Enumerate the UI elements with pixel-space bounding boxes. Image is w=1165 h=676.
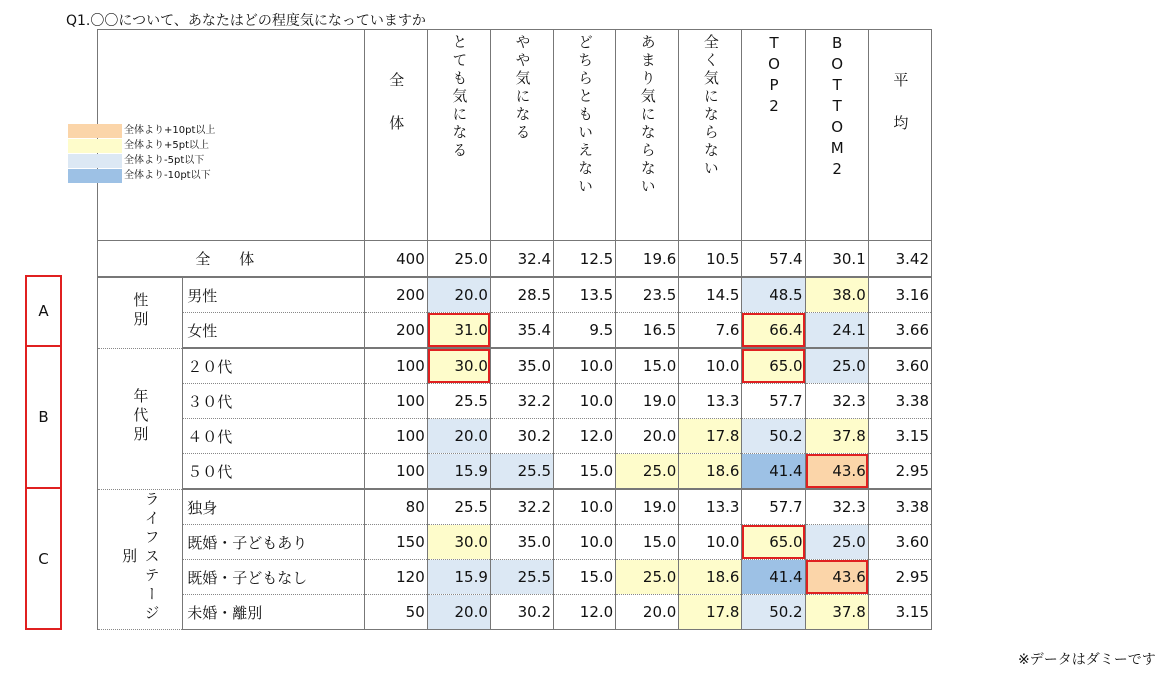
data-cell: 100: [364, 454, 427, 490]
column-header: [554, 30, 616, 241]
data-cell: 25.5: [427, 384, 490, 419]
data-cell: 50.2: [742, 419, 805, 454]
data-cell: 100: [364, 348, 427, 384]
data-cell: 32.2: [490, 384, 553, 419]
data-cell: 10.0: [554, 489, 616, 525]
segment-box-b: [25, 345, 62, 489]
data-cell: 25.5: [490, 560, 553, 595]
segment-box-c: [25, 487, 62, 630]
header-row: [98, 30, 932, 241]
data-cell: 65.0: [742, 525, 805, 560]
total-cell: 32.4: [490, 241, 553, 278]
column-header-text: やや気になる: [513, 34, 532, 142]
column-header-text: 全く気にならない: [701, 34, 720, 178]
data-cell: 15.9: [427, 454, 490, 490]
row-label: 独身: [183, 489, 364, 525]
data-cell: 3.16: [868, 277, 931, 313]
data-cell: 17.8: [679, 595, 742, 630]
total-cell: 30.1: [805, 241, 868, 278]
data-cell: 43.6: [805, 560, 868, 595]
data-cell: 2.95: [868, 560, 931, 595]
data-cell: 10.0: [679, 525, 742, 560]
column-header: [679, 30, 742, 241]
data-cell: 15.0: [554, 560, 616, 595]
data-cell: 9.5: [554, 313, 616, 349]
column-header-text: とても気になる: [450, 34, 469, 160]
total-cell: 19.6: [616, 241, 679, 278]
legend-item: [68, 168, 215, 183]
total-cell: 10.5: [679, 241, 742, 278]
group-title-text: 性別: [131, 291, 150, 330]
column-header: [616, 30, 679, 241]
data-cell: 120: [364, 560, 427, 595]
data-cell: 41.4: [742, 560, 805, 595]
segment-label: B: [38, 408, 49, 426]
table-row: [98, 419, 932, 454]
data-cell: 25.0: [616, 560, 679, 595]
data-cell: 100: [364, 384, 427, 419]
group-title: [98, 348, 183, 489]
legend-swatch: [68, 124, 122, 138]
data-cell: 14.5: [679, 277, 742, 313]
data-cell: 15.0: [616, 525, 679, 560]
data-cell: 30.0: [427, 348, 490, 384]
data-cell: 10.0: [554, 525, 616, 560]
data-cell: 57.7: [742, 489, 805, 525]
table-row: [98, 595, 932, 630]
column-header: [427, 30, 490, 241]
group-title: [98, 277, 183, 348]
data-cell: 3.38: [868, 384, 931, 419]
column-header: [364, 30, 427, 241]
data-cell: 30.2: [490, 595, 553, 630]
legend-swatch: [68, 139, 122, 153]
table-row: [98, 525, 932, 560]
data-cell: 3.60: [868, 348, 931, 384]
color-legend: [68, 123, 215, 183]
table-row: [98, 489, 932, 525]
data-cell: 17.8: [679, 419, 742, 454]
crosstab-sheet: [97, 29, 932, 631]
data-cell: 28.5: [490, 277, 553, 313]
column-header: [868, 30, 931, 241]
column-header-text: BOTTOM2: [828, 34, 847, 181]
data-cell: 3.38: [868, 489, 931, 525]
data-cell: 38.0: [805, 277, 868, 313]
column-header: [805, 30, 868, 241]
table-row: [98, 348, 932, 384]
column-header-text: 全体: [387, 72, 406, 158]
data-cell: 20.0: [616, 419, 679, 454]
data-cell: 32.3: [805, 384, 868, 419]
legend-label: 全体より-10pt以下: [124, 170, 211, 181]
data-cell: 48.5: [742, 277, 805, 313]
row-label: 女性: [183, 313, 364, 349]
data-cell: 3.66: [868, 313, 931, 349]
data-cell: 66.4: [742, 313, 805, 349]
question-title: Q1.〇〇について、あなたはどの程度気になっていますか: [66, 13, 426, 29]
column-header: [490, 30, 553, 241]
total-cell: 400: [364, 241, 427, 278]
data-cell: 20.0: [427, 595, 490, 630]
data-cell: 65.0: [742, 348, 805, 384]
data-cell: 200: [364, 313, 427, 349]
data-cell: 13.5: [554, 277, 616, 313]
segment-label: A: [38, 302, 49, 320]
table-row: [98, 313, 932, 349]
total-cell: 25.0: [427, 241, 490, 278]
total-cell: 3.42: [868, 241, 931, 278]
legend-item: [68, 123, 215, 138]
table-row: [98, 277, 932, 313]
data-cell: 16.5: [616, 313, 679, 349]
legend-label: 全体より-5pt以下: [124, 155, 205, 166]
legend-swatch: [68, 154, 122, 168]
data-cell: 19.0: [616, 384, 679, 419]
data-cell: 30.0: [427, 525, 490, 560]
data-cell: 30.2: [490, 419, 553, 454]
row-label: 未婚・離別: [183, 595, 364, 630]
data-cell: 3.15: [868, 419, 931, 454]
column-header-text: 平均: [891, 72, 910, 158]
data-cell: 31.0: [427, 313, 490, 349]
data-cell: 80: [364, 489, 427, 525]
table-row: [98, 384, 932, 419]
column-header-text: あまり気にならない: [638, 34, 657, 196]
data-cell: 18.6: [679, 560, 742, 595]
data-cell: 20.0: [616, 595, 679, 630]
legend-item: [68, 153, 215, 168]
segment-label: C: [38, 549, 49, 568]
row-label: ２０代: [183, 348, 364, 384]
total-label: 全 体: [98, 241, 365, 278]
data-cell: 25.0: [616, 454, 679, 490]
row-label: 既婚・子どもなし: [183, 560, 364, 595]
total-row: [98, 241, 932, 278]
total-cell: 57.4: [742, 241, 805, 278]
data-cell: 37.8: [805, 595, 868, 630]
data-cell: 57.7: [742, 384, 805, 419]
data-cell: 15.0: [554, 454, 616, 490]
row-label: ５０代: [183, 454, 364, 490]
table-row: [98, 454, 932, 490]
footnote: ※データはダミーです: [1018, 652, 1156, 668]
data-cell: 10.0: [679, 348, 742, 384]
crosstab-table: [97, 29, 932, 630]
data-cell: 12.0: [554, 419, 616, 454]
data-cell: 19.0: [616, 489, 679, 525]
data-cell: 20.0: [427, 277, 490, 313]
data-cell: 35.0: [490, 525, 553, 560]
data-cell: 24.1: [805, 313, 868, 349]
column-header-text: どちらともいえない: [576, 34, 595, 196]
data-cell: 13.3: [679, 489, 742, 525]
group-title: [98, 489, 183, 630]
data-cell: 150: [364, 525, 427, 560]
data-cell: 41.4: [742, 454, 805, 490]
legend-label: 全体より+5pt以上: [124, 140, 210, 151]
data-cell: 32.2: [490, 489, 553, 525]
data-cell: 50.2: [742, 595, 805, 630]
legend-item: [68, 138, 215, 153]
row-label: ３０代: [183, 384, 364, 419]
data-cell: 35.4: [490, 313, 553, 349]
legend-swatch: [68, 169, 122, 183]
row-label: 既婚・子どもあり: [183, 525, 364, 560]
group-title-text: ライフステージ別: [120, 490, 161, 624]
data-cell: 15.0: [616, 348, 679, 384]
data-cell: 32.3: [805, 489, 868, 525]
data-cell: 7.6: [679, 313, 742, 349]
data-cell: 10.0: [554, 384, 616, 419]
data-cell: 25.0: [805, 348, 868, 384]
segment-box-a: [25, 275, 62, 347]
data-cell: 15.9: [427, 560, 490, 595]
data-cell: 3.60: [868, 525, 931, 560]
data-cell: 25.5: [427, 489, 490, 525]
data-cell: 18.6: [679, 454, 742, 490]
data-cell: 100: [364, 419, 427, 454]
column-header-text: TOP2: [765, 34, 784, 118]
data-cell: 50: [364, 595, 427, 630]
data-cell: 20.0: [427, 419, 490, 454]
data-cell: 13.3: [679, 384, 742, 419]
data-cell: 25.0: [805, 525, 868, 560]
data-cell: 3.15: [868, 595, 931, 630]
data-cell: 23.5: [616, 277, 679, 313]
row-label: ４０代: [183, 419, 364, 454]
data-cell: 12.0: [554, 595, 616, 630]
data-cell: 2.95: [868, 454, 931, 490]
column-header: [742, 30, 805, 241]
data-cell: 43.6: [805, 454, 868, 490]
data-cell: 10.0: [554, 348, 616, 384]
row-label: 男性: [183, 277, 364, 313]
data-cell: 200: [364, 277, 427, 313]
data-cell: 37.8: [805, 419, 868, 454]
total-cell: 12.5: [554, 241, 616, 278]
table-row: [98, 560, 932, 595]
legend-label: 全体より+10pt以上: [124, 125, 216, 136]
data-cell: 35.0: [490, 348, 553, 384]
group-title-text: 年代別: [131, 388, 150, 445]
data-cell: 25.5: [490, 454, 553, 490]
